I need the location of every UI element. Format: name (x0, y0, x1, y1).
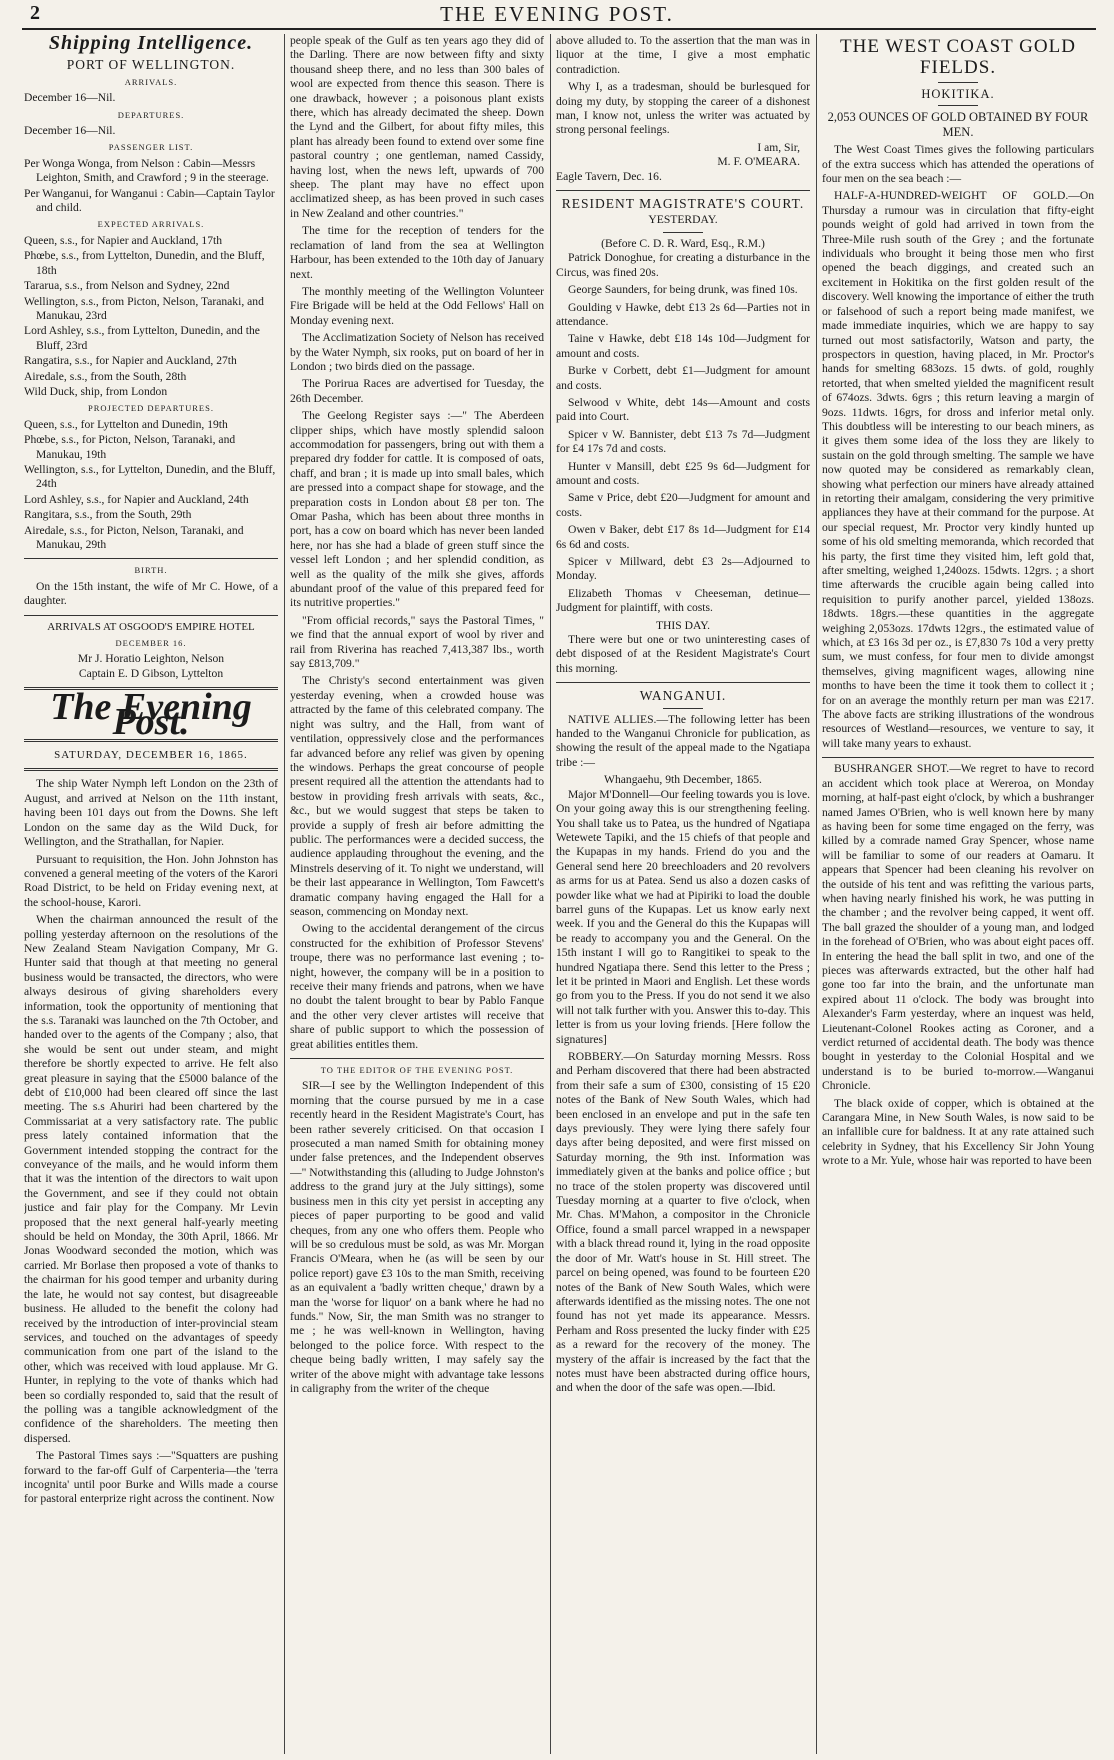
rule (290, 1058, 544, 1059)
column-2 (290, 34, 544, 1756)
rule (24, 558, 278, 559)
court-item: Patrick Donoghue, for creating a disturbance in the Circus, was fined 20s. (556, 251, 810, 279)
court-item: Hunter v Mansill, debt £25 9s 6d—Judgment for amount and costs. (556, 459, 810, 487)
projected-entry: Wellington, s.s., for Lyttelton, Dunedin, and the Bluff, 24th (24, 462, 276, 491)
osgood-name: Captain E. D Gibson, Lyttelton (78, 666, 224, 680)
top-rule (22, 28, 1096, 30)
gold-report: HALF-A-HUNDRED-WEIGHT OF GOLD.—On Thursday a rumour was in circulation that fifty-eight pounds weight of gold had arrived in town from the Three-Mile rush south of the Grey ; and the fortunate individuals who brought it being those men who first opened the beach diggings, and created such an excitement in Hokitika on the first golden result of the discovery. Well knowing the importance of either the truth or falsehood of such a report being made manifest, we made immediate inquiries, which we are happy to say turned out most satisfactorily, Watson and party, the prospectors in question, having placed, in Mr. Proctor's hands for smelting 683ozs. 15 dwts. of gold, roughly retorted, that when smelted yielded the magnificent result of 674ozs. 3dwts. 6grs ; this return leaving a margin of 9ozs. 11dwts. 16grs, for dross and inferior metal only. This doubtless will be interesting to our beach miners, as it gives them some idea of the loss they are likely to sustain on the gold through smelting. The sample we have now quoted may be considered as remarkably clean, showing what perfection our miners have already attained in retorting their amalgam, considering the very primitive appliances they have at their command for the purpose. At our special request, Mr. Proctor very kindly hunted up some of his old smelting memoranda, which recorded that his party, the first time they visited him, left gold that, after smelting, weighed 1,240ozs. 15dwts. 12grs. ; a short time afterwards the crucible again being called into requisition to purify another parcel, yielded 138ozs. 18dwts. 18grs.—these quantities in the aggregate weighing 2,053ozs. 17dwts 12grs., the estimated value of which, at £3 16s 3d per oz., is £7,830 7s 10d a very pretty sum, we must confess, for four men to divide amongst themselves, giving magnificent wages, allowing nine months to have been the time it took them to collect it ; for on an average the monthly return per man was £217. The above facts are striking illustrations of the wondrous resources of Westland—resources, we venture to say, it will take many years to exhaust. (822, 189, 1094, 750)
paragraph: The Porirua Races are advertised for Tuesday, the 26th December. (290, 377, 544, 405)
expected-label: EXPECTED ARRIVALS. (97, 219, 205, 230)
paragraph: Why I, as a tradesman, should be burlesqued for doing my duty, by stopping the career of a dishonest man, I know not, unless the writer was actuated by strong personal feelings. (556, 80, 810, 137)
expected-entry: Tararua, s.s., from Nelson and Sydney, 22nd (24, 279, 230, 293)
court-sub: YESTERDAY. (648, 213, 718, 227)
this-day-text: There were but one or two uninteresting cases of debt disposed of at the Resident Magistrate's Court this morning. (556, 633, 810, 675)
court-item: Spicer v Millward, debt £3 2s—Adjourned to Monday. (556, 555, 810, 583)
expected-entry: Airedale, s.s., from the South, 28th (24, 369, 187, 383)
birth-notice: On the 15th instant, the wife of Mr C. Howe, of a daughter. (24, 579, 278, 608)
rule (556, 190, 810, 191)
expected-entry: Rangatira, s.s., for Napier and Auckland, 27th (24, 354, 237, 368)
passenger-entry: Per Wanganui, for Wanganui : Cabin—Captain Taylor and child. (24, 186, 275, 215)
double-rule (24, 768, 278, 771)
birth-label: BIRTH. (134, 565, 168, 576)
paragraph: The Geelong Register says :—" The Aberdeen clipper ships, which have mostly splendid saloon accommodation for passengers, bring out with them a prepared dry fodder for cattle. It is composed of oats, chaff, and bran ; it is made up into small bales, which are pressed into a compact shape for stowage, and the preparation costs in London about £8 per ton. The Omar Pasha, which has been about three months in port, has a cow on board which has never been landed here, nor has she had a blade of green stuff since the vessel left London ; and her splendid condition, as well as the quality of the milk she gives, affords abundant proof of the value of this prepared feed for its nutritive properties." (290, 409, 544, 610)
rule (822, 757, 1094, 758)
masthead (0, 0, 1114, 26)
west-coast-title: THE WEST COAST GOLD FIELDS. (840, 36, 1076, 78)
projected-label: PROJECTED DEPARTURES. (88, 403, 214, 414)
osgood-name: Mr J. Horatio Leighton, Nelson (77, 652, 225, 666)
court-item: Same v Price, debt £20—Judgment for amount and costs. (556, 491, 810, 519)
paragraph: Owing to the accidental derangement of the circus constructed for the exhibition of Professor Stevens' troupe, there was no performance last evening ; to-night, however, the company will be in a position to receive their many friends and patrons, when we have no doubt the talent brought to bear by Pablo Fanque and the other very clever artistes will receive that share of public support to which the possession of great abilities entitles them. (290, 922, 544, 1051)
bushranger-paragraph: BUSHRANGER SHOT.—We regret to have to record an accident which took place at Wereroa, on Monday morning, at half-past eight o'clock, by which a bushranger named James O'Brien, who is well known here by many as having been for some time engaged on the ferry, was killed by a comrade named Gray Spencer, whose name will be familiar to some of our readers at Oamaru. It appears that Spencer had been cleaning his revolver on the outside of his tent and was refitting the various parts, when having nearly finished his work, he was putting in the chamber ; and the revolver being capped, it went off. The ball grazed the shoulder of a young man, and lodged in the forehead of O'Brien, who was about eight paces off. In entering the head the ball split in two, and one of the pieces was afterwards extracted, but the other half had gone too far into the brain, and the unfortunate man expired about 11 o'clock. The body was brought into Alexander's Farm yesterday, where an inquest was held, Lieutenant-Colonel Rookes acting as Coroner, and a verdict returned of accidental death. The body was thence bought in yesterday to the Colonial Hospital and we understand is to be buried to-morrow.—Wanganui Chronicle. (822, 762, 1094, 1093)
wanganui-intro: NATIVE ALLIES.—The following letter has been handed to the Wanganui Chronicle for publication, as showing the result of the appeal made to the Ngatiapa tribe :— (556, 712, 810, 769)
projected-entry: Airedale, s.s., for Picton, Nelson, Taranaki, and Manukau, 29th (24, 523, 244, 551)
short-rule (938, 105, 978, 106)
short-rule (663, 708, 703, 709)
paragraph: people speak of the Gulf as ten years ago they did of the Darling. There are now between fifty and sixty thousand sheep there, and no less than 300 bales of wool are expected from thence this season. There is one drawback, however ; a poisonous plant exists there, which has already decimated the sheep. Down the Lynd and the Gilbert, for about fifty miles, this plant has already been found to extend over some fine pastoral country ; one gentleman, named Cassidy, having lost, when the news left, upwards of 700 sheep. The plant may have no effect upon acclimatized sheep, as has been proved in such cases in New Zealand and other countries." (290, 34, 544, 220)
port-heading: PORT OF WELLINGTON. (66, 57, 236, 73)
passenger-entry: Per Wonga Wonga, from Nelson : Cabin—Messrs Leighton, Smith, and Crawford ; 9 in the steerage. (24, 156, 269, 185)
column-divider (550, 34, 551, 1754)
court-item: Selwood v White, debt 14s—Amount and costs paid into Court. (556, 395, 810, 424)
intro-paragraph: The West Coast Times gives the following particulars of the extra success which has attended the operations of four men on the sea beach :— (822, 143, 1094, 186)
letter-text: SIR—I see by the Wellington Independent of this morning that the course pursued by me in a case recently heard in the Resident Magistrate's Court, has been rather severely criticised. On that occasion I prosecuted a man named Smith for obtaining money under false pretences, and the Independent observes —" Notwithstanding this (alluding to Judge Johnston's address to the grand jury at the July sittings), some business men in this city yet persist in accepting any pieces of paper purporting to be good and valid cheques, from any one who offers them. People who will be so credulous must be sold, as was Mr. Morgan Francis O'Meara, when he (as will be seen by our police report) gave £3 10s to the man Smith, receiving as an equivalent a 'badly written cheque,' drawn by a man the 'worse for liquor' on a bank where he had no funds." Now, Sir, the man Smith was no stranger to me ; he was well-known in Wellington, having belonged to the police force. With respect to the cheque being badly written, I may safely say the writer of the above might with advantage take lessons in caligraphy from the writer of the cheque (290, 1079, 544, 1395)
court-item: Spicer v W. Bannister, debt £13 7s 7d—Judgment for £4 17s 7d and costs. (556, 427, 810, 456)
paragraph: When the chairman announced the result of the polling yesterday afternoon on the resolutions of the New Zealand Steam Navigation Company, Mr G. Hunter said that though at that meeting no general business would be transacted, the directors, who were always desirous of giving shareholders every information, took the opportunity of mentioning that the s.s. Taranaki was launched on the 7th October, and handed over to the agents of the Company ; also, that she would be sent out under steam, and might therefore be shortly expected to arrive. He felt also great pleasure in saying that the £5000 balance of the debt of £10,000 had been cleared off since the last meeting. The s.s Ahuriri had been chartered by the Commissariat at a very satisfactory rate. The public press lately contained information that the Government intended stopping the contract for the conveyance of the mails, and he would inform them that it was the intention of the directors to wait upon the Government, and see if they could not obtain justice and fair play for the Company. Mr Levin proposed that the next general half-yearly meeting should be held on Monday, the 30th April, 1866. Mr Jonas Woodward seconded the motion, which was carried. Mr Borlase then proposed a vote of thanks to the chairman for his good temper and urbanity during the late, he would not say contest, but disagreeable business. He alluded to the benefit the colony had received by the introduction of inter-provincial steam services, and touched on the advantages of speedy communication from one part of the island to the other, which was received with loud applause. Mr G. Hunter, in replying to the vote of thanks which had been so cordially responded to, said that the result of the polling was a tangible acknowledgment of the confidence of the shareholders. The meeting then dispersed. (24, 913, 278, 1445)
section-title-shipping: Shipping Intelligence. (48, 34, 254, 54)
short-rule (938, 82, 978, 83)
projected-entry: Lord Ashley, s.s., for Napier and Auckland, 24th (24, 492, 249, 506)
paragraph: The time for the reception of tenders for the reclamation of land from the sea at Wellington Harbour, has been extended to the 10th day of January next. (290, 224, 544, 281)
rule (24, 615, 278, 616)
expected-entry: Lord Ashley, s.s., from Lyttelton, Dunedin, and the Bluff, 23rd (24, 324, 260, 352)
paragraph: "From official records," says the Pastoral Times, " we find that the annual export of wool by river and rail from Riverina has reached 7,413,387 lbs., worth say £813,709." (290, 613, 544, 671)
paragraph: Pursuant to requisition, the Hon. John Johnston has convened a general meeting of the voters of the Karori Road District, to be held on Friday evening next, at the school-house, Karori. (24, 852, 278, 909)
letter-heading: TO THE EDITOR OF THE EVENING POST. (320, 1065, 514, 1076)
expected-entry: Phœbe, s.s., from Lyttelton, Dunedin, and the Bluff, 18th (24, 249, 265, 277)
this-day-label: THIS DAY. (655, 618, 711, 632)
column-3 (556, 34, 810, 1756)
page-title: THE EVENING POST. (440, 2, 674, 26)
arrivals-label: ARRIVALS. (124, 76, 178, 87)
paragraph: The ship Water Nymph left London on the 23th of August, and arrived at Nelson on the 11th instant, having been 101 days out from the Downs. She left London on the same day as the Wild Duck, for Wellington, and the Strathallan, for Napier. (24, 777, 278, 849)
page-number: 2 (30, 2, 40, 24)
paper-title: The Evening Post. (50, 686, 252, 743)
place-heading: HOKITIKA. (921, 87, 995, 101)
projected-entry: Phœbe, s.s., for Picton, Nelson, Taranaki, and Manukau, 19th (24, 433, 236, 461)
dateline: SATURDAY, DECEMBER 16, 1865. (54, 749, 248, 762)
copper-paragraph: The black oxide of copper, which is obtained at the Carangara Mine, in New South Wales, is now said to be an infallible cure for baldness. It at any rate attained such celebrity in Sydney, that his Excellency Sir John Young wrote to a Mr. Yule, whose hair was reported to have been (822, 1096, 1094, 1168)
passenger-label: PASSENGER LIST. (108, 142, 194, 153)
paragraph: The monthly meeting of the Wellington Volunteer Fire Brigade will be held at the Odd Fellows' Hall on Monday evening next. (290, 284, 544, 327)
court-title: RESIDENT MAGISTRATE'S COURT. (561, 196, 805, 212)
expected-entry: Queen, s.s., for Napier and Auckland, 17th (24, 233, 223, 247)
paragraph: The Christy's second entertainment was given yesterday evening, when a crowded house was attracted by the fame of this celebrated company. The night was sultry, and the Hall, from want of ventilation, oppressively close and the performances far advanced before any relief was given by opening the windows. Perhaps the great concourse of people present required all the attention the attendants had to bestow in providing fresh arrivals with seats, &c., &c., but we would suggest that steps be taken to provide a supply of fresh air before admitting the public. The performances were a decided success, the audience applauding throughout the evening, and the Minstrels deserving of it. To night we understand, will be their last appearance in Wellington, Tom Fawcett's dramatic company having engaged the Hall for a season, commencing on Monday next. (290, 674, 544, 918)
court-item: Elizabeth Thomas v Cheeseman, detinue—Judgment for plaintiff, with costs. (556, 586, 810, 615)
court-judge: (Before C. D. R. Ward, Esq., R.M.) (601, 236, 765, 250)
short-rule (663, 232, 703, 233)
column-divider (816, 34, 817, 1754)
court-item: George Saunders, for being drunk, was fined 10s. (568, 283, 798, 297)
court-item: Burke v Corbett, debt £1—Judgment for amount and costs. (556, 364, 810, 392)
paragraph: The Acclimatization Society of Nelson has received by the Water Nymph, six rooks, put on board of her in London ; two birds died on the passage. (290, 331, 544, 373)
sign-place: Eagle Tavern, Dec. 16. (556, 169, 662, 183)
court-item: Owen v Baker, debt £17 8s 1d—Judgment for £14 6s 6d and costs. (556, 523, 810, 551)
column-4 (822, 34, 1094, 1756)
projected-entry: Rangitara, s.s., from the South, 29th (24, 508, 192, 522)
paragraph: The Pastoral Times says :—"Squatters are pushing forward to the far-off Gulf of Carpenteria—the 'terra incognita' until poor Burke and Wills made a course for pastoral enterprize right across the continent. Now (24, 1449, 278, 1506)
court-item: Taine v Hawke, debt £18 14s 10d—Judgment for amount and costs. (556, 332, 810, 360)
wanganui-title: WANGANUI. (639, 688, 727, 704)
robbery-paragraph: ROBBERY.—On Saturday morning Messrs. Ross and Perham discovered that there had been abstracted from their safe a sum of £300, consisting of 15 £20 notes of the Bank of New South Wales, which had been enclosed in an envelope and put in the safe ten days previously. They were lying there safely four days after being deposited, and were first missed on Saturday morning, the 9th inst. Information was immediately given at the banks and police office ; but no trace of the stolen property was discovered until Tuesday morning at a quarter to five o'clock, when Mr. Chas. M'Mahon, a compositor in the Chronicle Office, found a small parcel wrapped in a newspaper with a black thread round it, lying in the road opposite the door of Mr. Watt's house in St. Hill street. The parcel on being opened, was found to be fourteen £20 notes of the Bank of New South Wales, which were afterwards identified as the missing notes. The one not found has not yet made its appearance. Messrs. Perham and Ross presented the lucky finder with £25 as a reward for the recovery of the money. The mystery of the affair is increased by the fact that the notes must have been abstracted during office hours, and when the door of the safe was open.—Ibid. (556, 1050, 810, 1395)
projected-entry: Queen, s.s., for Lyttelton and Dunedin, 19th (24, 417, 228, 431)
wanganui-date: Whangaehu, 9th December, 1865. (604, 773, 762, 787)
court-item: Goulding v Hawke, debt £13 2s 6d—Parties not in attendance. (556, 300, 810, 328)
wanganui-letter: Major M'Donnell—Our feeling towards you is love. On your going away this is our strengthening feeling. You shall take us to Patea, us the hundred of Ngatiapa Wetewete Tapiki, and the 15 chiefs of that people and the Kupapas in my hands. Friend do you and the General send here 20 breechloaders and 20 revolvers as arms for us at Patea. Send us also a dozen casks of powder like what we had at Pipiriki to load the double barrel guns of the Kupapas. Let us know early next week. If you and the General do this the Kupapas will be ready to accompany you and the General. On the 15th instant I will go to Rangitikei to speak to the hundred Ngatiapa there. Send this letter to the Press ; let it be printed in Maori and English. Let these words go from you to the Press. If you do not send it we also will not talk further with you. Answer this to-day. This letter is from us your loving friends. [Here follow the signatures] (556, 787, 810, 1046)
column-1 (24, 34, 278, 1756)
gold-subtitle: 2,053 OUNCES OF GOLD OBTAINED BY FOUR MEN. (827, 110, 1089, 139)
column-divider (284, 34, 285, 1754)
arrival-entry: December 16—Nil. (24, 91, 116, 105)
expected-entry: Wild Duck, ship, from London (24, 384, 168, 398)
expected-entry: Wellington, s.s., from Picton, Nelson, Taranaki, and Manukau, 23rd (24, 294, 264, 322)
paragraph: above alluded to. To the assertion that the man was in liquor at the time, I give a most emphatic contradiction. (556, 34, 810, 76)
osgood-date: DECEMBER 16. (115, 638, 187, 649)
rule (556, 682, 810, 683)
sign-off: I am, Sir, (757, 140, 800, 154)
departure-entry: December 16—Nil. (24, 124, 116, 138)
signature: M. F. O'MEARA. (717, 155, 800, 169)
osgood-title: ARRIVALS AT OSGOOD'S EMPIRE HOTEL (47, 620, 255, 633)
departures-label: DEPARTURES. (117, 109, 185, 120)
